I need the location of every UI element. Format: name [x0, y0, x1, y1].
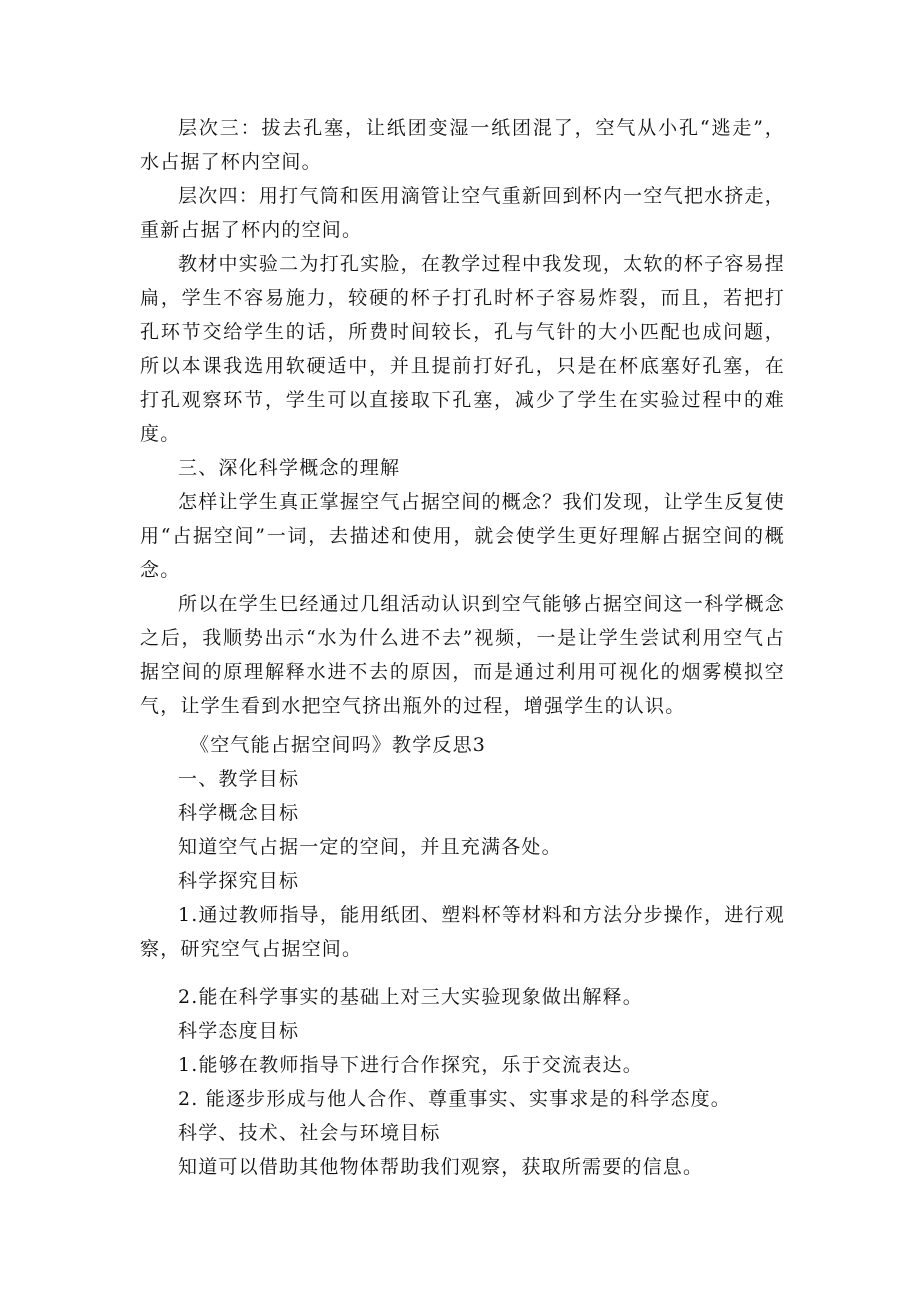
blank-spacer [140, 966, 785, 980]
paragraph-level-four: 层次四：用打气筒和医用滴管让空气重新回到杯内一空气把水挤走，重新占据了杯内的空间。 [140, 185, 785, 241]
inquiry-goal-item-2: 2.能在科学事实的基础上对三大实验现象做出解释。 [178, 986, 643, 1008]
section-reflection-3 [140, 728, 785, 1184]
heading-deepen-concept: 三、深化科学概念的理解 [178, 457, 401, 479]
reflection-title: 《空气能占据空间吗》教学反思3 [190, 734, 487, 756]
attitude-goal-item-1: 1.能够在教师指导下进行合作探究，乐于交流表达。 [178, 1054, 643, 1076]
sts-goal-text: 知道可以借助其他物体帮助我们观察，获取所需要的信息。 [178, 1156, 704, 1178]
paragraph-video: 所以在学生巳经通过几组活动认识到空气能够占据空间这一科学概念之后，我顺势出示“水为什么进不去”视频，一是让学生尝试利用空气占据空间的原理解释水进不去的原因，而是通过利用可视化的烟雾模拟空气，让学生看到水把空气挤出瓶外的过程，增强学生的认识。 [140, 593, 785, 717]
heading-teaching-goals: 一、教学目标 [178, 768, 300, 790]
paragraph-level-three: 层次三：拔去孔塞，让纸团变湿一纸团混了，空气从小孔“逃走”，水占据了杯内空间。 [140, 117, 785, 173]
section-teaching-notes [140, 111, 785, 723]
inquiry-goal-item-1: 1.通过教师指导，能用纸团、塑料杯等材料和方法分步操作，进行观察，研究空气占据空间。 [140, 904, 785, 960]
paragraph-concept-question: 怎样让学生真正掌握空气占据空间的概念？我们发现，让学生反复使用“占据空间”一词，去描述和使用，就会使学生更好理解占据空间的概念。 [140, 491, 785, 581]
paragraph-experiment-two: 教材中实验二为打孔实脸，在教学过程中我发现，太软的杯子容易捏扁，学生不容易施力，较硬的杯子打孔时杯子容易炸裂，而且，若把打孔环节交给学生的话，所费时间较长，孔与气针的大小匹配也成问题，所以本课我选用软硬适中，并且提前打好孔，只是在杯底塞好孔塞，在打孔观察环节，学生可以直接取下孔塞，减少了学生在实验过程中的难度。 [140, 253, 785, 445]
heading-sts-goals: 科学、技术、社会与环境目标 [178, 1122, 441, 1144]
attitude-goal-item-2: 2. 能逐步形成与他人合作、尊重事实、实事求是的科学态度。 [178, 1088, 731, 1110]
concept-goal-text: 知道空气占据一定的空间，并且充满各处。 [178, 836, 562, 858]
heading-concept-goals: 科学概念目标 [178, 802, 300, 824]
heading-inquiry-goals: 科学探究目标 [178, 870, 300, 892]
heading-attitude-goals: 科学态度目标 [178, 1020, 300, 1042]
